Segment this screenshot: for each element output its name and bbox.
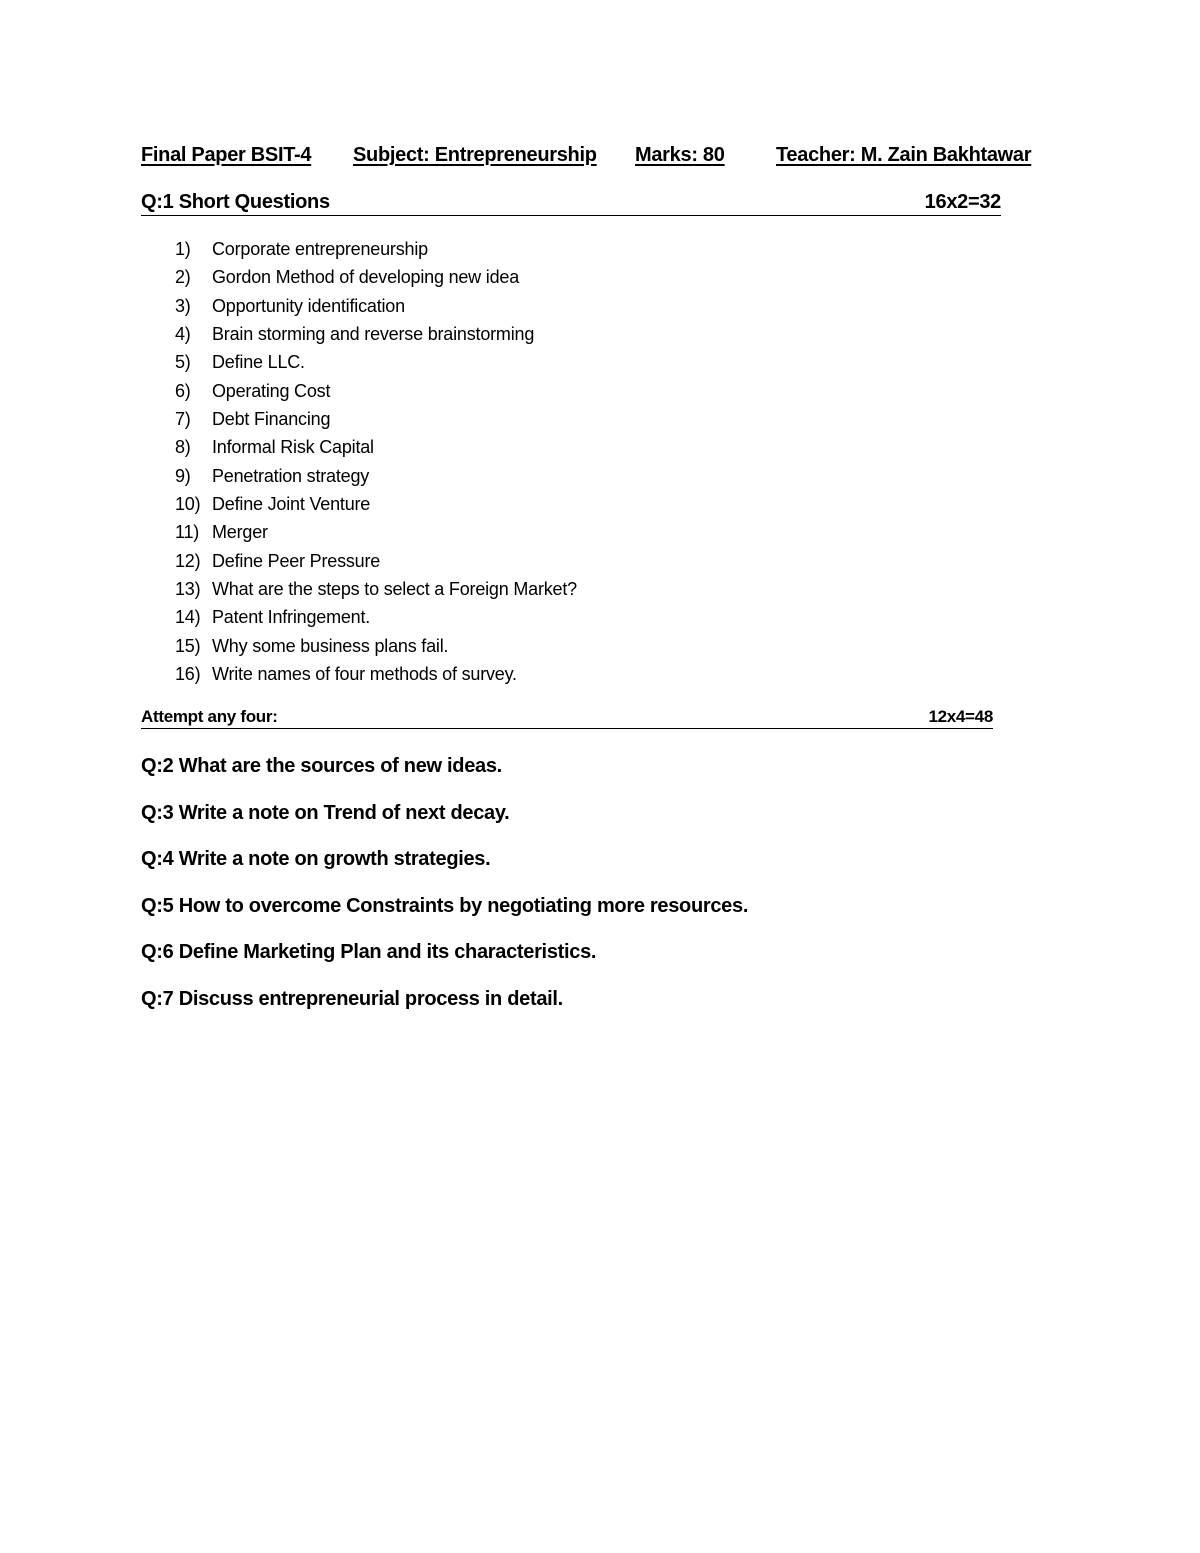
item-number: 11) bbox=[175, 522, 200, 543]
item-text: Opportunity identification bbox=[212, 295, 405, 316]
paper-title: Final Paper BSIT-4 bbox=[141, 144, 312, 166]
item-number: 1) bbox=[175, 239, 191, 259]
short-questions-marks: 16x2=32 bbox=[924, 191, 1001, 213]
total-marks-label: Marks: 80 bbox=[635, 144, 725, 166]
item-number: 3) bbox=[175, 295, 191, 316]
item-text: Corporate entrepreneurship bbox=[212, 239, 428, 259]
long-question: Q:7 Discuss entrepreneurial process in detail. bbox=[141, 987, 563, 1010]
item-text: Define LLC. bbox=[212, 352, 305, 373]
item-text: Merger bbox=[212, 522, 268, 543]
item-number: 2) bbox=[175, 267, 191, 288]
long-question: Q:5 How to overcome Constraints by negotiating more resources. bbox=[141, 894, 749, 917]
item-number: 10) bbox=[175, 494, 201, 515]
long-question: Q:6 Define Marketing Plan and its characteristics. bbox=[141, 941, 597, 964]
item-number: 14) bbox=[175, 607, 201, 628]
item-number: 13) bbox=[175, 579, 201, 600]
item-text: Write names of four methods of survey. bbox=[212, 664, 517, 685]
long-question: Q:2 What are the sources of new ideas. bbox=[141, 755, 502, 777]
long-questions-title: Attempt any four: bbox=[141, 707, 278, 726]
short-questions-title: Q:1 Short Questions bbox=[141, 191, 330, 213]
short-questions-heading bbox=[141, 190, 1001, 216]
item-number: 7) bbox=[175, 409, 191, 430]
item-number: 12) bbox=[175, 550, 201, 571]
long-question: Q:3 Write a note on Trend of next decay. bbox=[141, 801, 510, 824]
item-number: 15) bbox=[175, 635, 201, 656]
item-text: Brain storming and reverse brainstorming bbox=[212, 324, 535, 345]
item-number: 6) bbox=[175, 380, 191, 401]
item-number: 9) bbox=[175, 465, 191, 486]
long-questions-marks: 12x4=48 bbox=[928, 707, 993, 726]
paper-header bbox=[0, 144, 1200, 172]
item-text: Penetration strategy bbox=[212, 465, 370, 486]
item-text: Define Joint Venture bbox=[212, 494, 371, 515]
item-text: Define Peer Pressure bbox=[212, 550, 381, 571]
long-question: Q:4 Write a note on growth strategies. bbox=[141, 848, 491, 871]
item-text: Gordon Method of developing new idea bbox=[212, 267, 520, 288]
item-text: Informal Risk Capital bbox=[212, 437, 374, 458]
item-number: 8) bbox=[175, 437, 191, 458]
subject-label: Subject: Entrepreneurship bbox=[353, 144, 597, 166]
item-text: Operating Cost bbox=[212, 380, 331, 401]
item-number: 5) bbox=[175, 352, 191, 373]
long-questions-list bbox=[141, 752, 748, 1032]
item-text: Patent Infringement. bbox=[212, 607, 371, 628]
item-text: Debt Financing bbox=[212, 409, 331, 430]
item-text: Why some business plans fail. bbox=[212, 635, 449, 656]
long-questions-heading bbox=[141, 708, 993, 729]
item-number: 4) bbox=[175, 324, 191, 345]
item-text: What are the steps to select a Foreign Market? bbox=[212, 579, 577, 600]
teacher-label: Teacher: M. Zain Bakhtawar bbox=[776, 144, 1032, 166]
item-number: 16) bbox=[175, 664, 201, 685]
